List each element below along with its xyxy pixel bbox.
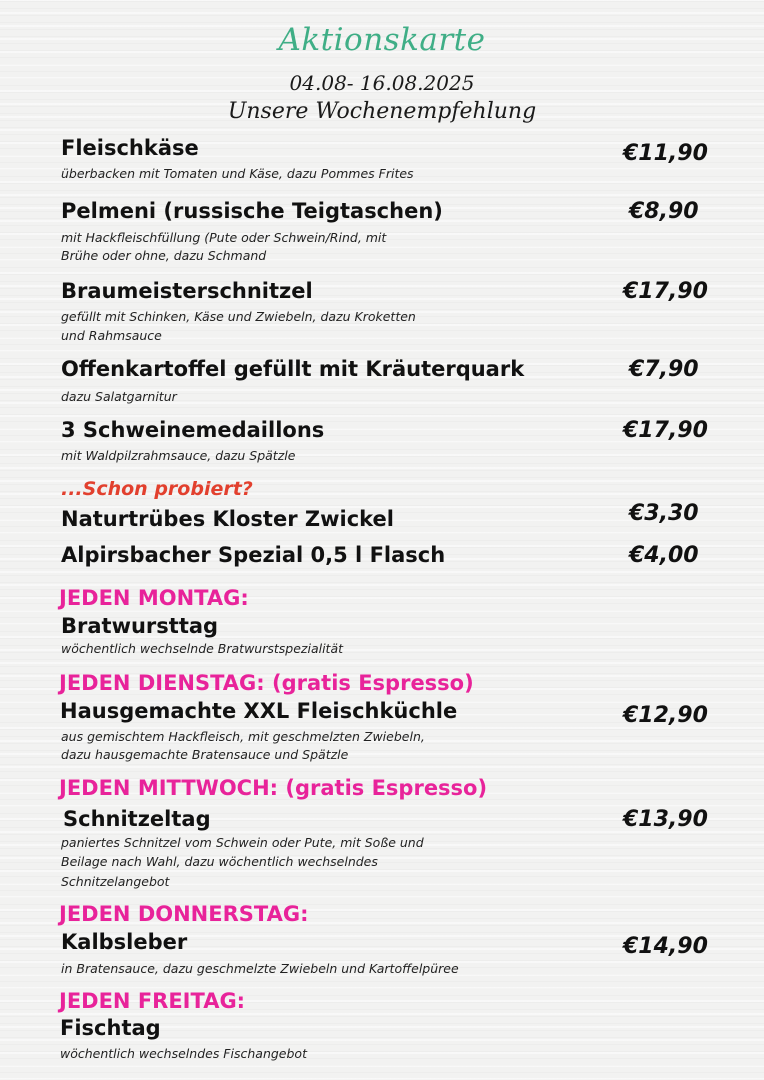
item-name-fleischkaese: Fleischkäse <box>61 136 199 160</box>
item-price-fleischkaese: €11,90 <box>623 141 708 166</box>
menu-subtitle: Unsere Wochenempfehlung <box>227 99 537 124</box>
day-dish-donnerstag: Kalbsleber <box>61 930 188 954</box>
day-price-dienstag: €12,90 <box>623 703 708 728</box>
menu-title: Aktionskarte <box>278 22 486 58</box>
item-name-pelmeni: Pelmeni (russische Teigtaschen) <box>61 199 443 223</box>
day-dish-freitag: Fischtag <box>60 1016 161 1040</box>
item-desc-pelmeni: Brühe oder ohne, dazu Schmand <box>61 248 267 263</box>
day-heading-dienstag: JEDEN DIENSTAG: (gratis Espresso) <box>59 671 474 695</box>
item-desc-offenkartoffel: dazu Salatgarnitur <box>61 389 177 404</box>
day-desc-mittwoch: Schnitzelangebot <box>61 874 170 889</box>
day-desc-freitag: wöchentlich wechselndes Fischangebot <box>60 1046 307 1061</box>
day-desc-mittwoch: paniertes Schnitzel vom Schwein oder Pute, mit Soße und <box>61 835 424 850</box>
item-desc-braumeisterschnitzel: und Rahmsauce <box>61 328 162 343</box>
day-dish-montag: Bratwursttag <box>61 614 219 638</box>
item-price-offenkartoffel: €7,90 <box>629 357 699 382</box>
item-price-pelmeni: €8,90 <box>629 199 699 224</box>
item-desc-fleischkaese: überbacken mit Tomaten und Käse, dazu Pommes Frites <box>61 166 414 181</box>
drink-name-kloster-zwickel: Naturtrübes Kloster Zwickel <box>61 507 394 531</box>
drink-price-alpirsbacher: €4,00 <box>629 543 699 568</box>
day-heading-mittwoch: JEDEN MITTWOCH: (gratis Espresso) <box>59 776 488 800</box>
promo-heading: ...Schon probiert? <box>61 478 253 500</box>
day-price-donnerstag: €14,90 <box>623 934 708 959</box>
day-desc-donnerstag: in Bratensauce, dazu geschmelzte Zwiebeln und Kartoffelpüree <box>61 961 459 976</box>
day-heading-montag: JEDEN MONTAG: <box>59 586 249 610</box>
item-name-offenkartoffel: Offenkartoffel gefüllt mit Kräuterquark <box>61 357 525 381</box>
drink-price-kloster-zwickel: €3,30 <box>629 501 699 526</box>
day-desc-montag: wöchentlich wechselnde Bratwurstspezialität <box>61 641 344 656</box>
item-name-schweinemedaillons: 3 Schweinemedaillons <box>61 418 325 442</box>
drink-name-alpirsbacher: Alpirsbacher Spezial 0,5 l Flasch <box>61 543 446 567</box>
date-range: 04.08- 16.08.2025 <box>289 71 475 95</box>
day-desc-dienstag: dazu hausgemachte Bratensauce und Spätzle <box>61 747 349 762</box>
item-price-braumeisterschnitzel: €17,90 <box>623 279 708 304</box>
day-dish-dienstag: Hausgemachte XXL Fleischküchle <box>60 699 458 723</box>
day-heading-freitag: JEDEN FREITAG: <box>59 989 246 1013</box>
item-desc-schweinemedaillons: mit Waldpilzrahmsauce, dazu Spätzle <box>61 448 296 463</box>
item-desc-pelmeni: mit Hackfleischfüllung (Pute oder Schwein/Rind, mit <box>61 230 387 245</box>
day-price-mittwoch: €13,90 <box>623 807 708 832</box>
day-heading-donnerstag: JEDEN DONNERSTAG: <box>59 902 309 926</box>
day-dish-mittwoch: Schnitzeltag <box>63 807 211 831</box>
day-desc-dienstag: aus gemischtem Hackfleisch, mit geschmelzten Zwiebeln, <box>61 729 425 744</box>
item-desc-braumeisterschnitzel: gefüllt mit Schinken, Käse und Zwiebeln, dazu Kroketten <box>61 309 416 324</box>
item-name-braumeisterschnitzel: Braumeisterschnitzel <box>61 279 313 303</box>
item-price-schweinemedaillons: €17,90 <box>623 418 708 443</box>
day-desc-mittwoch: Beilage nach Wahl, dazu wöchentlich wechselndes <box>61 854 378 869</box>
